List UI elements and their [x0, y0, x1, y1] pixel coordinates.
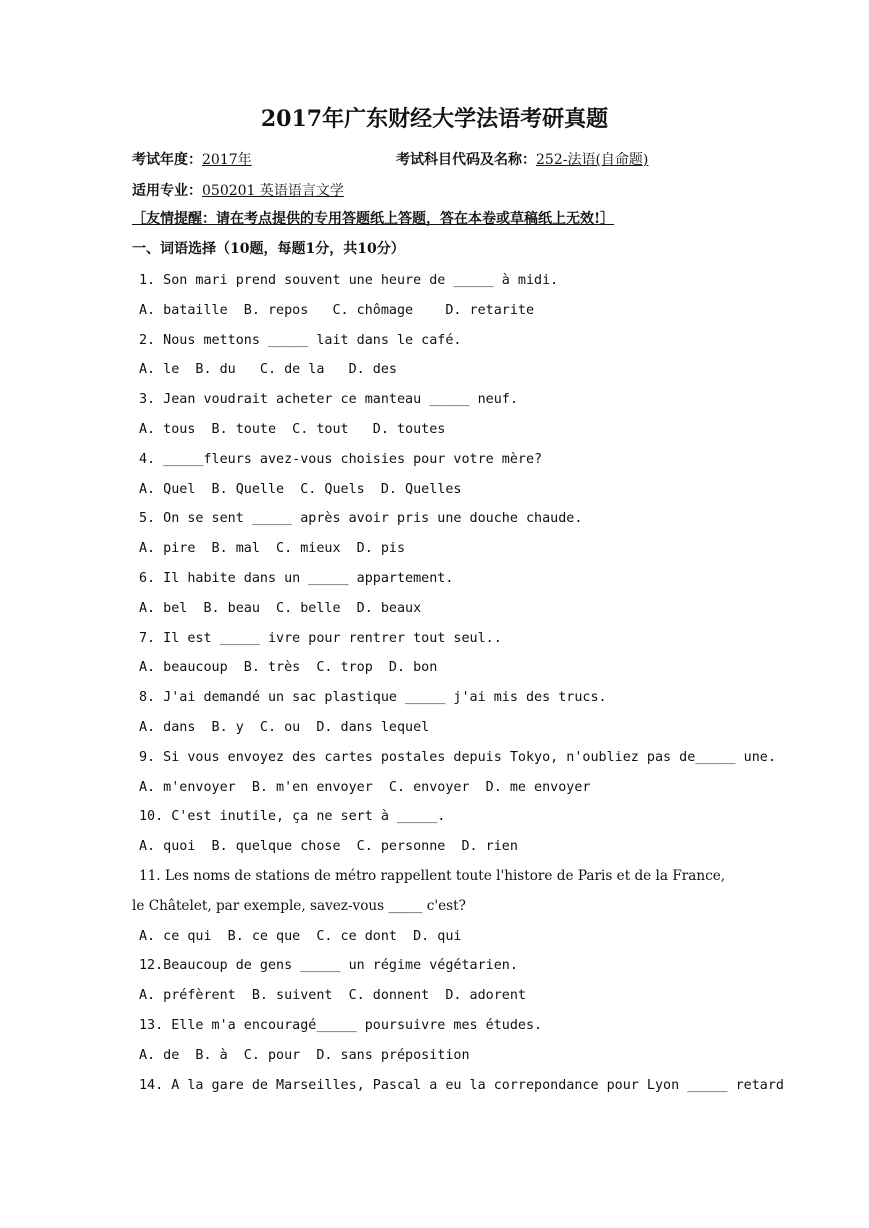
exam-year-value: 2017年 [202, 152, 252, 168]
options-line: A. préfèrent B. suivent C. donnent D. adorent [139, 988, 526, 1004]
options-line: A. bataille B. repos C. chômage D. retarite [139, 302, 535, 318]
question-line-continued: le Châtelet, par exemple, savez-vous _____ c'est? [132, 897, 466, 914]
question-line: 2. Nous mettons _____ lait dans le café. [139, 332, 462, 348]
question-line: 4. _____fleurs avez-vous choisies pour votre mère? [139, 451, 543, 467]
options-line: A. Quel B. Quelle C. Quels D. Quelles [139, 481, 462, 497]
question-line: 6. Il habite dans un _____ appartement. [139, 570, 454, 586]
exam-year [132, 150, 252, 170]
options-line: A. pire B. mal C. mieux D. pis [139, 541, 406, 557]
options-line: A. m'envoyer B. m'en envoyer C. envoyer D. me envoyer [139, 779, 591, 795]
answer-reminder: ［友情提醒：请在考点提供的专用答题纸上答题，答在本卷或草稿纸上无效!］ [132, 211, 615, 227]
question-line: 13. Elle m'a encouragé_____ poursuivre mes études. [139, 1017, 543, 1033]
question-line: 11. Les noms de stations de métro rappellent toute l'histore de Paris et de la France, [139, 867, 726, 884]
options-line: A. dans B. y C. ou D. dans lequel [139, 719, 430, 735]
question-line: 3. Jean voudrait acheter ce manteau _____ neuf. [139, 392, 518, 408]
exam-major-value: 050201 英语语言文学 [202, 183, 344, 199]
question-line: 14. A la gare de Marseilles, Pascal a eu la correpondance pour Lyon _____ retard [139, 1077, 784, 1093]
exam-major-label: 适用专业： [132, 183, 202, 199]
exam-major [132, 181, 344, 201]
options-line: A. de B. à C. pour D. sans préposition [139, 1047, 470, 1063]
exam-year-label: 考试年度： [132, 152, 202, 168]
exam-subject [396, 150, 648, 170]
section-title: 一、词语选择（10题，每题1分，共10分） [132, 241, 405, 257]
question-line: 10. C'est inutile, ça ne sert à _____. [139, 809, 446, 825]
options-line: A. quoi B. quelque chose C. personne D. rien [139, 839, 518, 855]
question-line: 1. Son mari prend souvent une heure de _____ à midi. [139, 273, 559, 288]
question-line: 8. J'ai demandé un sac plastique _____ j'ai mis des trucs. [139, 690, 607, 706]
question-line: 9. Si vous envoyez des cartes postales depuis Tokyo, n'oubliez pas de_____ une. [139, 749, 776, 765]
question-line: 5. On se sent _____ après avoir pris une douche chaude. [139, 511, 583, 527]
page-title: 2017年广东财经大学法语考研真题 [260, 106, 609, 132]
question-line: 7. Il est _____ ivre pour rentrer tout seul.. [139, 630, 502, 646]
options-line: A. le B. du C. de la D. des [139, 362, 397, 378]
options-line: A. tous B. toute C. tout D. toutes [139, 421, 446, 437]
question-list [0, 266, 869, 1100]
options-line: A. ce qui B. ce que C. ce dont D. qui [139, 928, 462, 944]
options-line: A. bel B. beau C. belle D. beaux [139, 600, 422, 616]
options-line: A. beaucoup B. très C. trop D. bon [139, 660, 438, 676]
exam-subject-label: 考试科目代码及名称： [396, 152, 536, 168]
exam-subject-value: 252-法语(自命题) [536, 152, 649, 168]
question-line: 12.Beaucoup de gens _____ un régime végétarien. [139, 958, 518, 974]
